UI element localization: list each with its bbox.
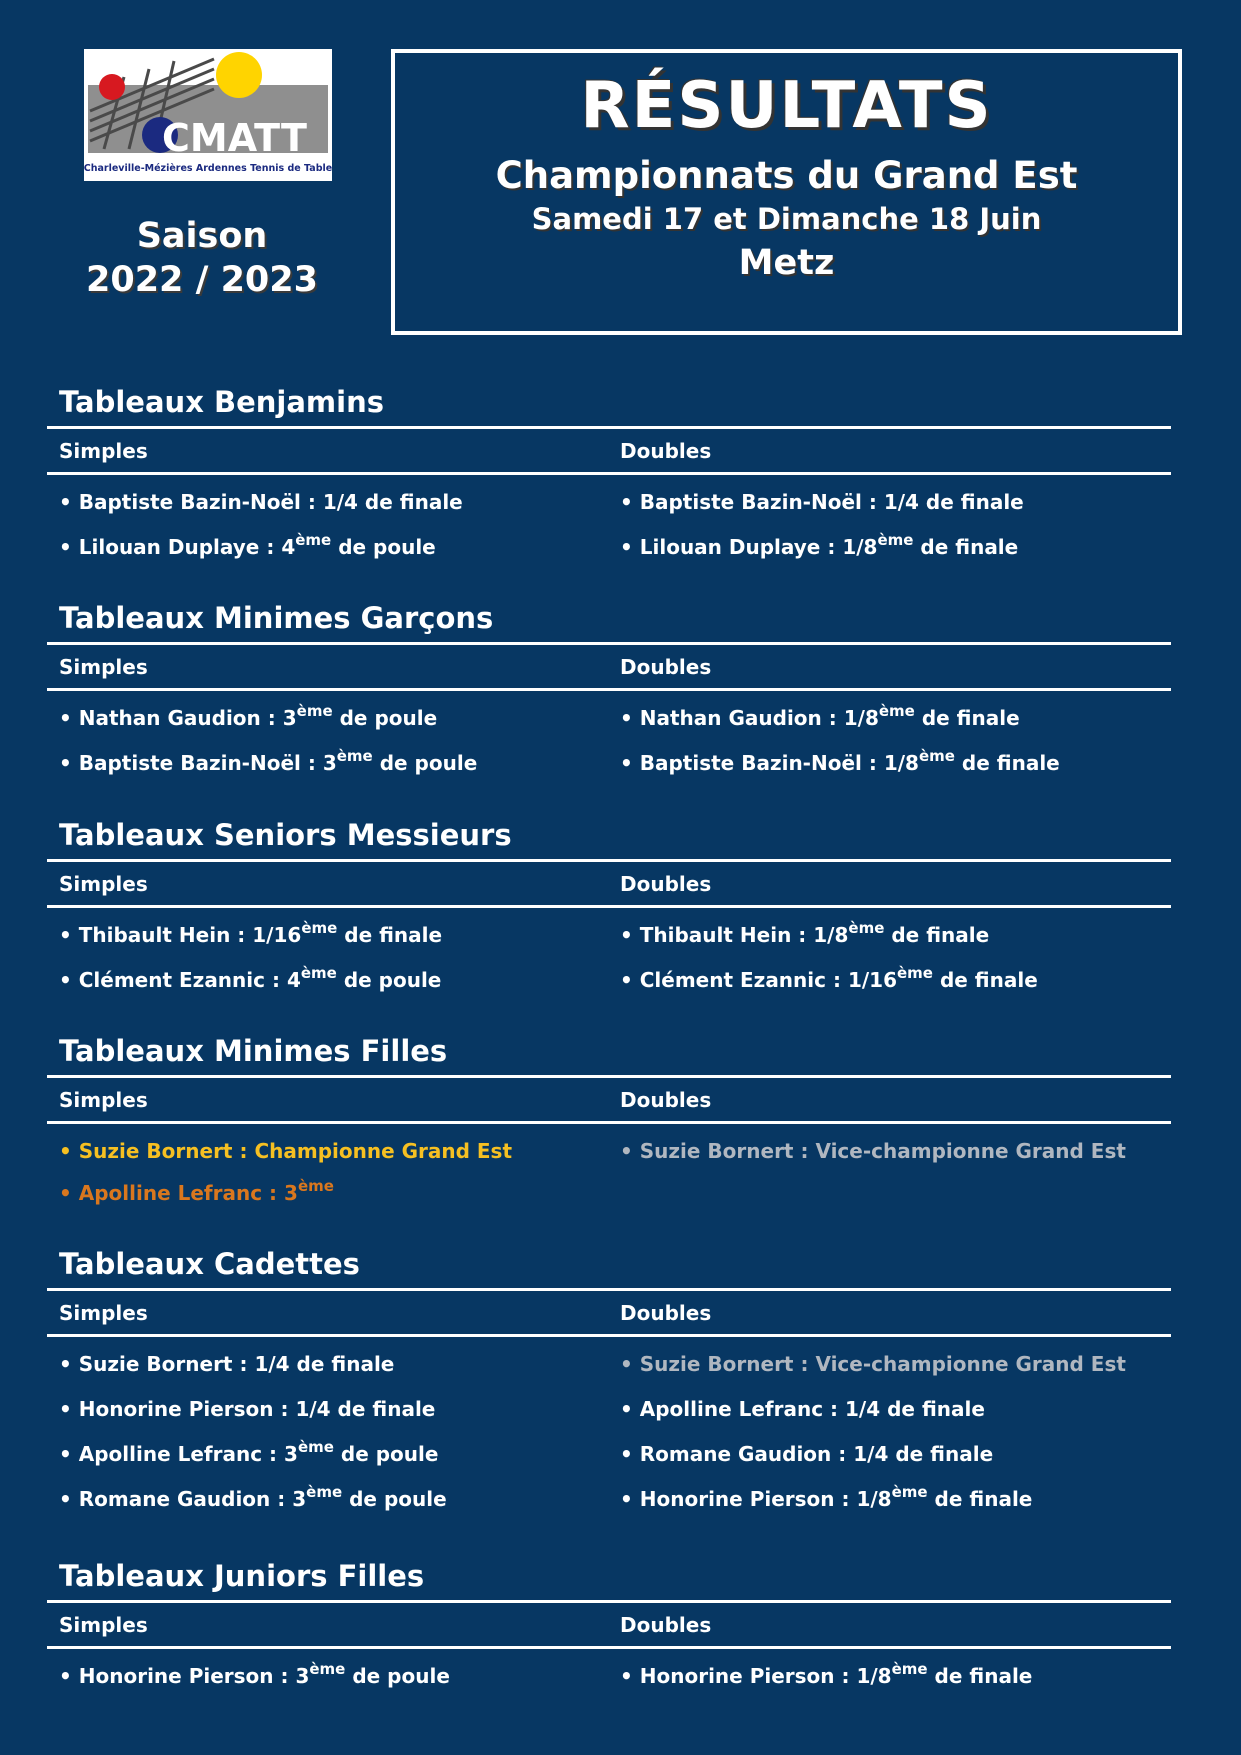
section-title: Tableaux Benjamins (47, 384, 1171, 429)
ordinal-suffix: ème (891, 1483, 928, 1501)
result-item: • Honorine Pierson : 1/8ème de finale (620, 1483, 1033, 1511)
player-name: • Baptiste Bazin-Noël (620, 490, 862, 514)
logo-subtitle: Charleville-Mézières Ardennes Tennis de Table (84, 163, 332, 174)
results-section (47, 600, 1171, 795)
section-title: Tableaux Seniors Messieurs (47, 817, 1171, 862)
result-text: 3 (284, 1181, 298, 1205)
page-title: RÉSULTATS (580, 69, 993, 143)
season-years: 2022 / 2023 (86, 260, 318, 300)
ordinal-suffix: ème (877, 531, 914, 549)
result-detail: de poule (349, 1487, 447, 1511)
result-text: 1/4 de finale (322, 490, 463, 514)
event-name: Championnats du Grand Est (495, 154, 1078, 197)
logo-name: CMATT (162, 116, 307, 160)
section-title: Tableaux Cadettes (47, 1246, 1171, 1291)
result-item: • Suzie Bornert : Vice-championne Grand Est (620, 1139, 1126, 1163)
club-logo (84, 49, 332, 181)
player-name: • Baptiste Bazin-Noël (59, 751, 301, 775)
result-text: 1/16 (252, 923, 302, 947)
player-name: • Lilouan Duplaye (59, 535, 260, 559)
result-detail: de finale (961, 751, 1060, 775)
event-dates: Samedi 17 et Dimanche 18 Juin (531, 202, 1042, 236)
doubles-header: Doubles (620, 1612, 712, 1637)
ordinal-suffix: ème (301, 919, 338, 937)
result-text: 3 (292, 1487, 307, 1511)
result-item: • Apolline Lefranc : 3ème (59, 1177, 334, 1205)
result-item: • Apolline Lefranc : 1/4 de finale (620, 1397, 985, 1421)
result-detail: de poule (379, 751, 478, 775)
result-detail: de finale (934, 1664, 1033, 1688)
logo-graphic (84, 49, 332, 181)
player-name: • Nathan Gaudion (620, 706, 822, 730)
result-item: • Romane Gaudion : 3ème de poule (59, 1483, 447, 1511)
column-headers (47, 862, 1171, 908)
result-detail: de poule (352, 1664, 450, 1688)
player-name: • Suzie Bornert (620, 1352, 794, 1376)
result-item: • Suzie Bornert : 1/4 de finale (59, 1352, 395, 1376)
ordinal-suffix: ème (891, 1660, 928, 1678)
result-item: • Thibault Hein : 1/8ème de finale (620, 919, 990, 947)
results-section (47, 817, 1171, 1012)
simples-header: Simples (59, 654, 148, 679)
column-headers (47, 1078, 1171, 1124)
column-headers (47, 429, 1171, 475)
doubles-header: Doubles (620, 1087, 712, 1112)
result-text: 1/4 de finale (295, 1397, 436, 1421)
result-detail: de finale (891, 923, 990, 947)
season-label: Saison (136, 216, 268, 256)
results-section (47, 1246, 1171, 1531)
result-item: • Lilouan Duplaye : 1/8ème de finale (620, 531, 1019, 559)
results-section (47, 384, 1171, 579)
result-item: • Baptiste Bazin-Noël : 1/8ème de finale (620, 747, 1060, 775)
ordinal-suffix: ème (300, 964, 337, 982)
simples-header: Simples (59, 1300, 148, 1325)
result-item: • Clément Ezannic : 4ème de poule (59, 964, 442, 992)
result-text: 1/8 (842, 535, 878, 559)
result-text: 3 (284, 1442, 298, 1466)
player-name: • Apolline Lefranc (59, 1181, 263, 1205)
title-box (391, 49, 1182, 335)
player-name: • Thibault Hein (620, 923, 792, 947)
doubles-header: Doubles (620, 871, 712, 896)
ordinal-suffix: ème (918, 747, 955, 765)
doubles-column (608, 1138, 1169, 1222)
result-text: Championne Grand Est (254, 1139, 513, 1163)
result-item: • Romane Gaudion : 1/4 de finale (620, 1442, 994, 1466)
result-item: • Honorine Pierson : 3ème de poule (59, 1660, 450, 1688)
result-item: • Nathan Gaudion : 1/8ème de finale (620, 702, 1020, 730)
ordinal-suffix: ème (848, 919, 885, 937)
player-name: • Romane Gaudion (59, 1487, 271, 1511)
doubles-column (608, 702, 1169, 795)
column-headers (47, 645, 1171, 691)
player-name: • Thibault Hein (59, 923, 231, 947)
result-text: 1/8 (856, 1487, 892, 1511)
result-text: Vice-championne Grand Est (815, 1139, 1126, 1163)
doubles-header: Doubles (620, 654, 712, 679)
ordinal-suffix: ème (296, 702, 333, 720)
simples-column (47, 702, 608, 795)
doubles-column (608, 489, 1169, 579)
result-text: 4 (286, 968, 301, 992)
result-item: • Nathan Gaudion : 3ème de poule (59, 702, 438, 730)
result-text: Vice-championne Grand Est (815, 1352, 1126, 1376)
result-text: 1/8 (856, 1664, 892, 1688)
result-item: • Baptiste Bazin-Noël : 1/4 de finale (59, 490, 463, 514)
result-item: • Honorine Pierson : 1/8ème de finale (620, 1660, 1033, 1688)
player-name: • Honorine Pierson (620, 1487, 835, 1511)
result-text: 1/4 de finale (883, 490, 1024, 514)
ordinal-suffix: ème (306, 1483, 343, 1501)
player-name: • Clément Ezannic (59, 968, 265, 992)
ordinal-suffix: ème (309, 1660, 346, 1678)
result-detail: de poule (340, 1442, 439, 1466)
section-title: Tableaux Juniors Filles (47, 1558, 1171, 1603)
result-text: 3 (282, 706, 297, 730)
result-detail: de poule (343, 968, 442, 992)
simples-column (47, 1660, 608, 1708)
section-title: Tableaux Minimes Filles (47, 1033, 1171, 1078)
player-name: • Lilouan Duplaye (620, 535, 821, 559)
result-text: 3 (322, 751, 337, 775)
doubles-column (608, 919, 1169, 1012)
section-title: Tableaux Minimes Garçons (47, 600, 1171, 645)
ordinal-suffix: ème (297, 1177, 334, 1195)
ordinal-suffix: ème (897, 964, 933, 982)
doubles-column (608, 1351, 1169, 1531)
event-city: Metz (738, 243, 835, 283)
player-name: • Honorine Pierson (59, 1397, 274, 1421)
doubles-column (608, 1660, 1169, 1708)
result-item: • Honorine Pierson : 1/4 de finale (59, 1397, 436, 1421)
simples-header: Simples (59, 438, 148, 463)
ordinal-suffix: ème (295, 531, 332, 549)
result-text: 3 (295, 1664, 310, 1688)
player-name: • Apolline Lefranc (59, 1442, 263, 1466)
ordinal-suffix: ème (878, 702, 915, 720)
result-item: • Clément Ezannic : 1/16ème de finale (620, 964, 1038, 992)
player-name: • Honorine Pierson (620, 1664, 835, 1688)
player-name: • Baptiste Bazin-Noël (620, 751, 862, 775)
player-name: • Clément Ezannic (620, 968, 826, 992)
player-name: • Suzie Bornert (59, 1352, 233, 1376)
result-text: 4 (281, 535, 296, 559)
result-item: • Apolline Lefranc : 3ème de poule (59, 1438, 439, 1466)
player-name: • Nathan Gaudion (59, 706, 261, 730)
ordinal-suffix: ème (297, 1438, 334, 1456)
result-text: 1/8 (813, 923, 849, 947)
simples-column (47, 1138, 608, 1222)
result-text: 1/8 (843, 706, 879, 730)
red-ball-icon (99, 74, 125, 100)
season (52, 214, 352, 302)
result-item: • Baptiste Bazin-Noël : 1/4 de finale (620, 490, 1024, 514)
result-detail: de finale (921, 706, 1020, 730)
result-text: 1/8 (883, 751, 919, 775)
simples-column (47, 489, 608, 579)
result-text: 1/4 de finale (853, 1442, 994, 1466)
result-detail: de poule (339, 706, 438, 730)
result-detail: de poule (338, 535, 436, 559)
result-detail: de finale (344, 923, 443, 947)
result-item: • Suzie Bornert : Vice-championne Grand Est (620, 1352, 1126, 1376)
player-name: • Honorine Pierson (59, 1664, 274, 1688)
player-name: • Romane Gaudion (620, 1442, 832, 1466)
result-item: • Baptiste Bazin-Noël : 3ème de poule (59, 747, 478, 775)
doubles-header: Doubles (620, 1300, 712, 1325)
result-detail: de finale (934, 1487, 1033, 1511)
result-detail: de finale (939, 968, 1038, 992)
result-item: • Lilouan Duplaye : 4ème de poule (59, 531, 436, 559)
player-name: • Suzie Bornert (620, 1139, 794, 1163)
result-item: • Thibault Hein : 1/16ème de finale (59, 919, 443, 947)
player-name: • Suzie Bornert (59, 1139, 233, 1163)
result-detail: de finale (920, 535, 1019, 559)
player-name: • Baptiste Bazin-Noël (59, 490, 301, 514)
simples-header: Simples (59, 871, 148, 896)
doubles-header: Doubles (620, 438, 712, 463)
result-text: 1/4 de finale (254, 1352, 395, 1376)
results-section (47, 1033, 1171, 1222)
simples-column (47, 1351, 608, 1531)
column-headers (47, 1291, 1171, 1337)
result-text: 1/4 de finale (845, 1397, 985, 1421)
result-text: 1/16 (847, 968, 897, 992)
column-headers (47, 1603, 1171, 1649)
simples-header: Simples (59, 1087, 148, 1112)
yellow-ball-icon (216, 52, 262, 98)
results-section (47, 1558, 1171, 1708)
result-item: • Suzie Bornert : Championne Grand Est (59, 1139, 513, 1163)
player-name: • Apolline Lefranc (620, 1397, 824, 1421)
simples-header: Simples (59, 1612, 148, 1637)
simples-column (47, 919, 608, 1012)
ordinal-suffix: ème (336, 747, 373, 765)
